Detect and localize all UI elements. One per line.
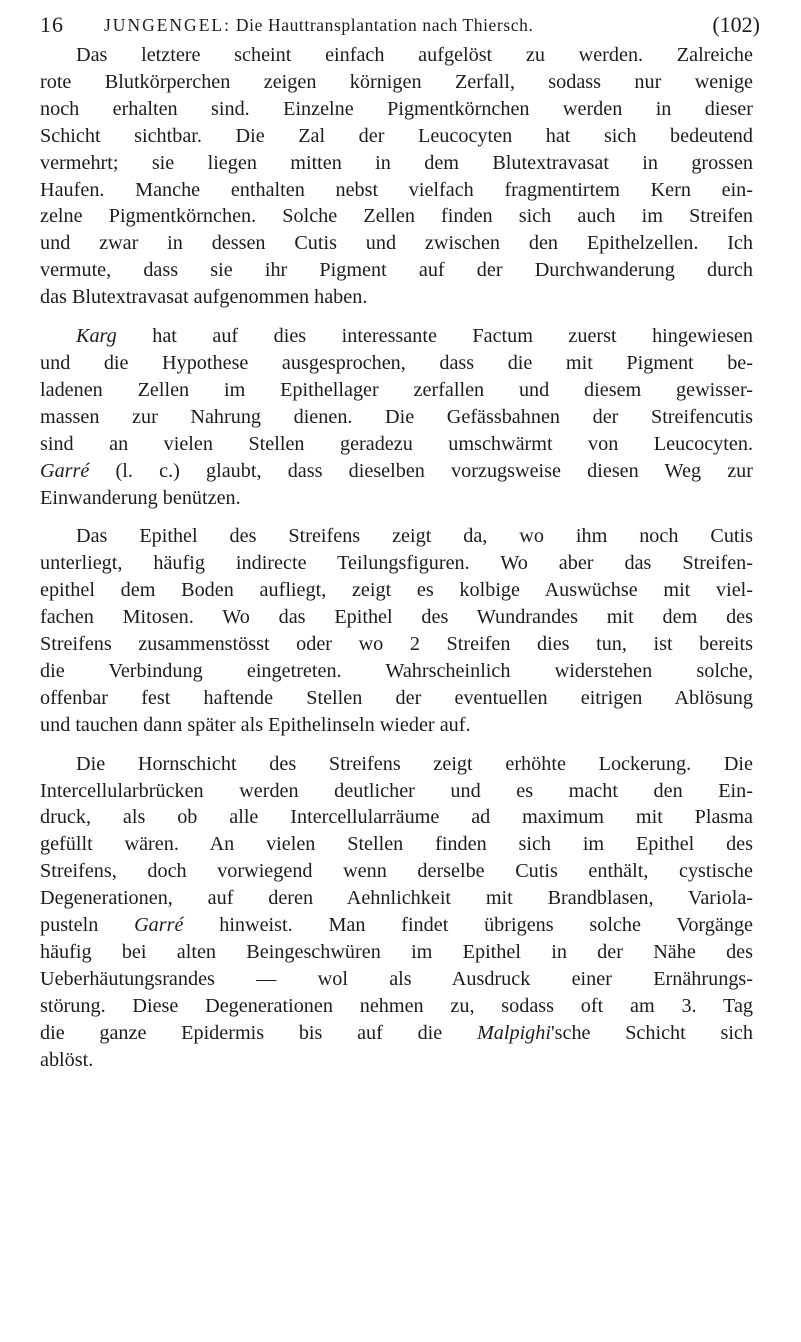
text-line: rote Blutkörperchen zeigen körnigen Zerfall, sodass nur wenige — [40, 70, 753, 93]
text-line: offenbar fest haftende Stellen der eventuellen eitrigen Ablösung — [40, 686, 753, 709]
text-line: störung. Diese Degenerationen nehmen zu, sodass oft am 3. Tag — [40, 994, 753, 1017]
paragraph — [40, 42, 753, 311]
text-line: die Verbindung eingetreten. Wahrscheinlich widerstehen solche, — [40, 659, 753, 682]
text-line: sind an vielen Stellen geradezu umschwärmt von Leucocyten. — [40, 432, 753, 455]
chapter-title: Die Hauttransplantation nach Thiersch. — [235, 15, 534, 35]
text-line: Schicht sichtbar. Die Zal der Leucocyten hat sich bedeutend — [40, 124, 753, 147]
text-line: Das letztere scheint einfach aufgelöst zu werden. Zalreiche — [76, 44, 753, 66]
text-line: fachen Mitosen. Wo das Epithel des Wundrandes mit dem des — [40, 606, 753, 629]
author-citation: Garré — [134, 914, 184, 937]
text-line: Haufen. Manche enthalten nebst vielfach fragmentirtem Kern ein- — [40, 178, 753, 201]
text-line: Ueberhäutungsrandes — wol als Ausdruck einer Ernährungs- — [40, 967, 753, 990]
page-number: 16 — [40, 12, 64, 37]
section-page-tag: (102) — [712, 12, 760, 37]
text-line: vermute, dass sie ihr Pigment auf der Durchwanderung durch — [40, 259, 753, 282]
text-line: Streifens zusammenstösst oder wo 2 Streifen dies tun, ist bereits — [40, 633, 753, 656]
text-line: unterliegt, häufig indirecte Teilungsfiguren. Wo aber das Streifen- — [40, 552, 753, 575]
author-citation: Karg — [76, 325, 117, 348]
text-line: zelne Pigmentkörnchen. Solche Zellen finden sich auch im Streifen — [40, 205, 753, 228]
text-line: druck, als ob alle Intercellularräume ad maximum mit Plasma — [40, 806, 753, 829]
text-line: und die Hypothese ausgesprochen, dass die mit Pigment be- — [40, 351, 753, 374]
text-line: die ganze Epidermis bis auf die Malpighi'sche Schicht sich — [40, 1021, 753, 1044]
text-line: das Blutextravasat aufgenommen haben. — [40, 286, 368, 309]
text-line: Einwanderung benützen. — [40, 486, 241, 509]
text-line: epithel dem Boden aufliegt, zeigt es kolbige Auswüchse mit viel- — [40, 579, 753, 602]
paragraph — [40, 751, 753, 1074]
text-line: Garré (l. c.) glaubt, dass dieselben vorzugsweise diesen Weg zur — [40, 459, 753, 482]
text-line: massen zur Nahrung dienen. Die Gefässbahnen der Streifencutis — [40, 405, 753, 428]
text-line: und tauchen dann später als Epithelinseln wieder auf. — [40, 713, 471, 736]
text-line: Die Hornschicht des Streifens zeigt erhöhte Lockerung. Die — [76, 752, 753, 775]
running-header — [40, 10, 760, 40]
text-line: Karg hat auf dies interessante Factum zuerst hingewiesen — [76, 325, 753, 348]
author-name: JUNGENGEL: — [104, 15, 231, 35]
text-line: ladenen Zellen im Epithellager zerfallen und diesem gewisser- — [40, 378, 753, 401]
text-line: und zwar in dessen Cutis und zwischen den Epithelzellen. Ich — [40, 232, 753, 255]
text-line: Intercellularbrücken werden deutlicher und es macht den Ein- — [40, 779, 753, 802]
text-line: gefüllt wären. An vielen Stellen finden sich im Epithel des — [40, 833, 753, 856]
text-line: Degenerationen, auf deren Aehnlichkeit mit Brandblasen, Variola- — [40, 887, 753, 910]
author-citation: Garré — [40, 459, 90, 482]
paragraph — [40, 323, 753, 511]
text-line: noch erhalten sind. Einzelne Pigmentkörnchen werden in dieser — [40, 97, 753, 120]
text-line: Das Epithel des Streifens zeigt da, wo ihm noch Cutis — [76, 525, 753, 548]
text-line: häufig bei alten Beingeschwüren im Epithel in der Nähe des — [40, 941, 753, 963]
text-line: vermehrt; sie liegen mitten in dem Blutextravasat in grossen — [40, 151, 753, 174]
author-citation: Malpighi — [476, 1021, 551, 1044]
text-line: pusteln Garré hinweist. Man findet übrigens solche Vorgänge — [40, 914, 753, 937]
paragraph — [40, 523, 753, 738]
text-line: Streifens, doch vorwiegend wenn derselbe Cutis enthält, cystische — [40, 860, 753, 883]
running-title — [104, 15, 533, 36]
body-text — [40, 42, 753, 1074]
text-line: ablöst. — [40, 1048, 94, 1071]
